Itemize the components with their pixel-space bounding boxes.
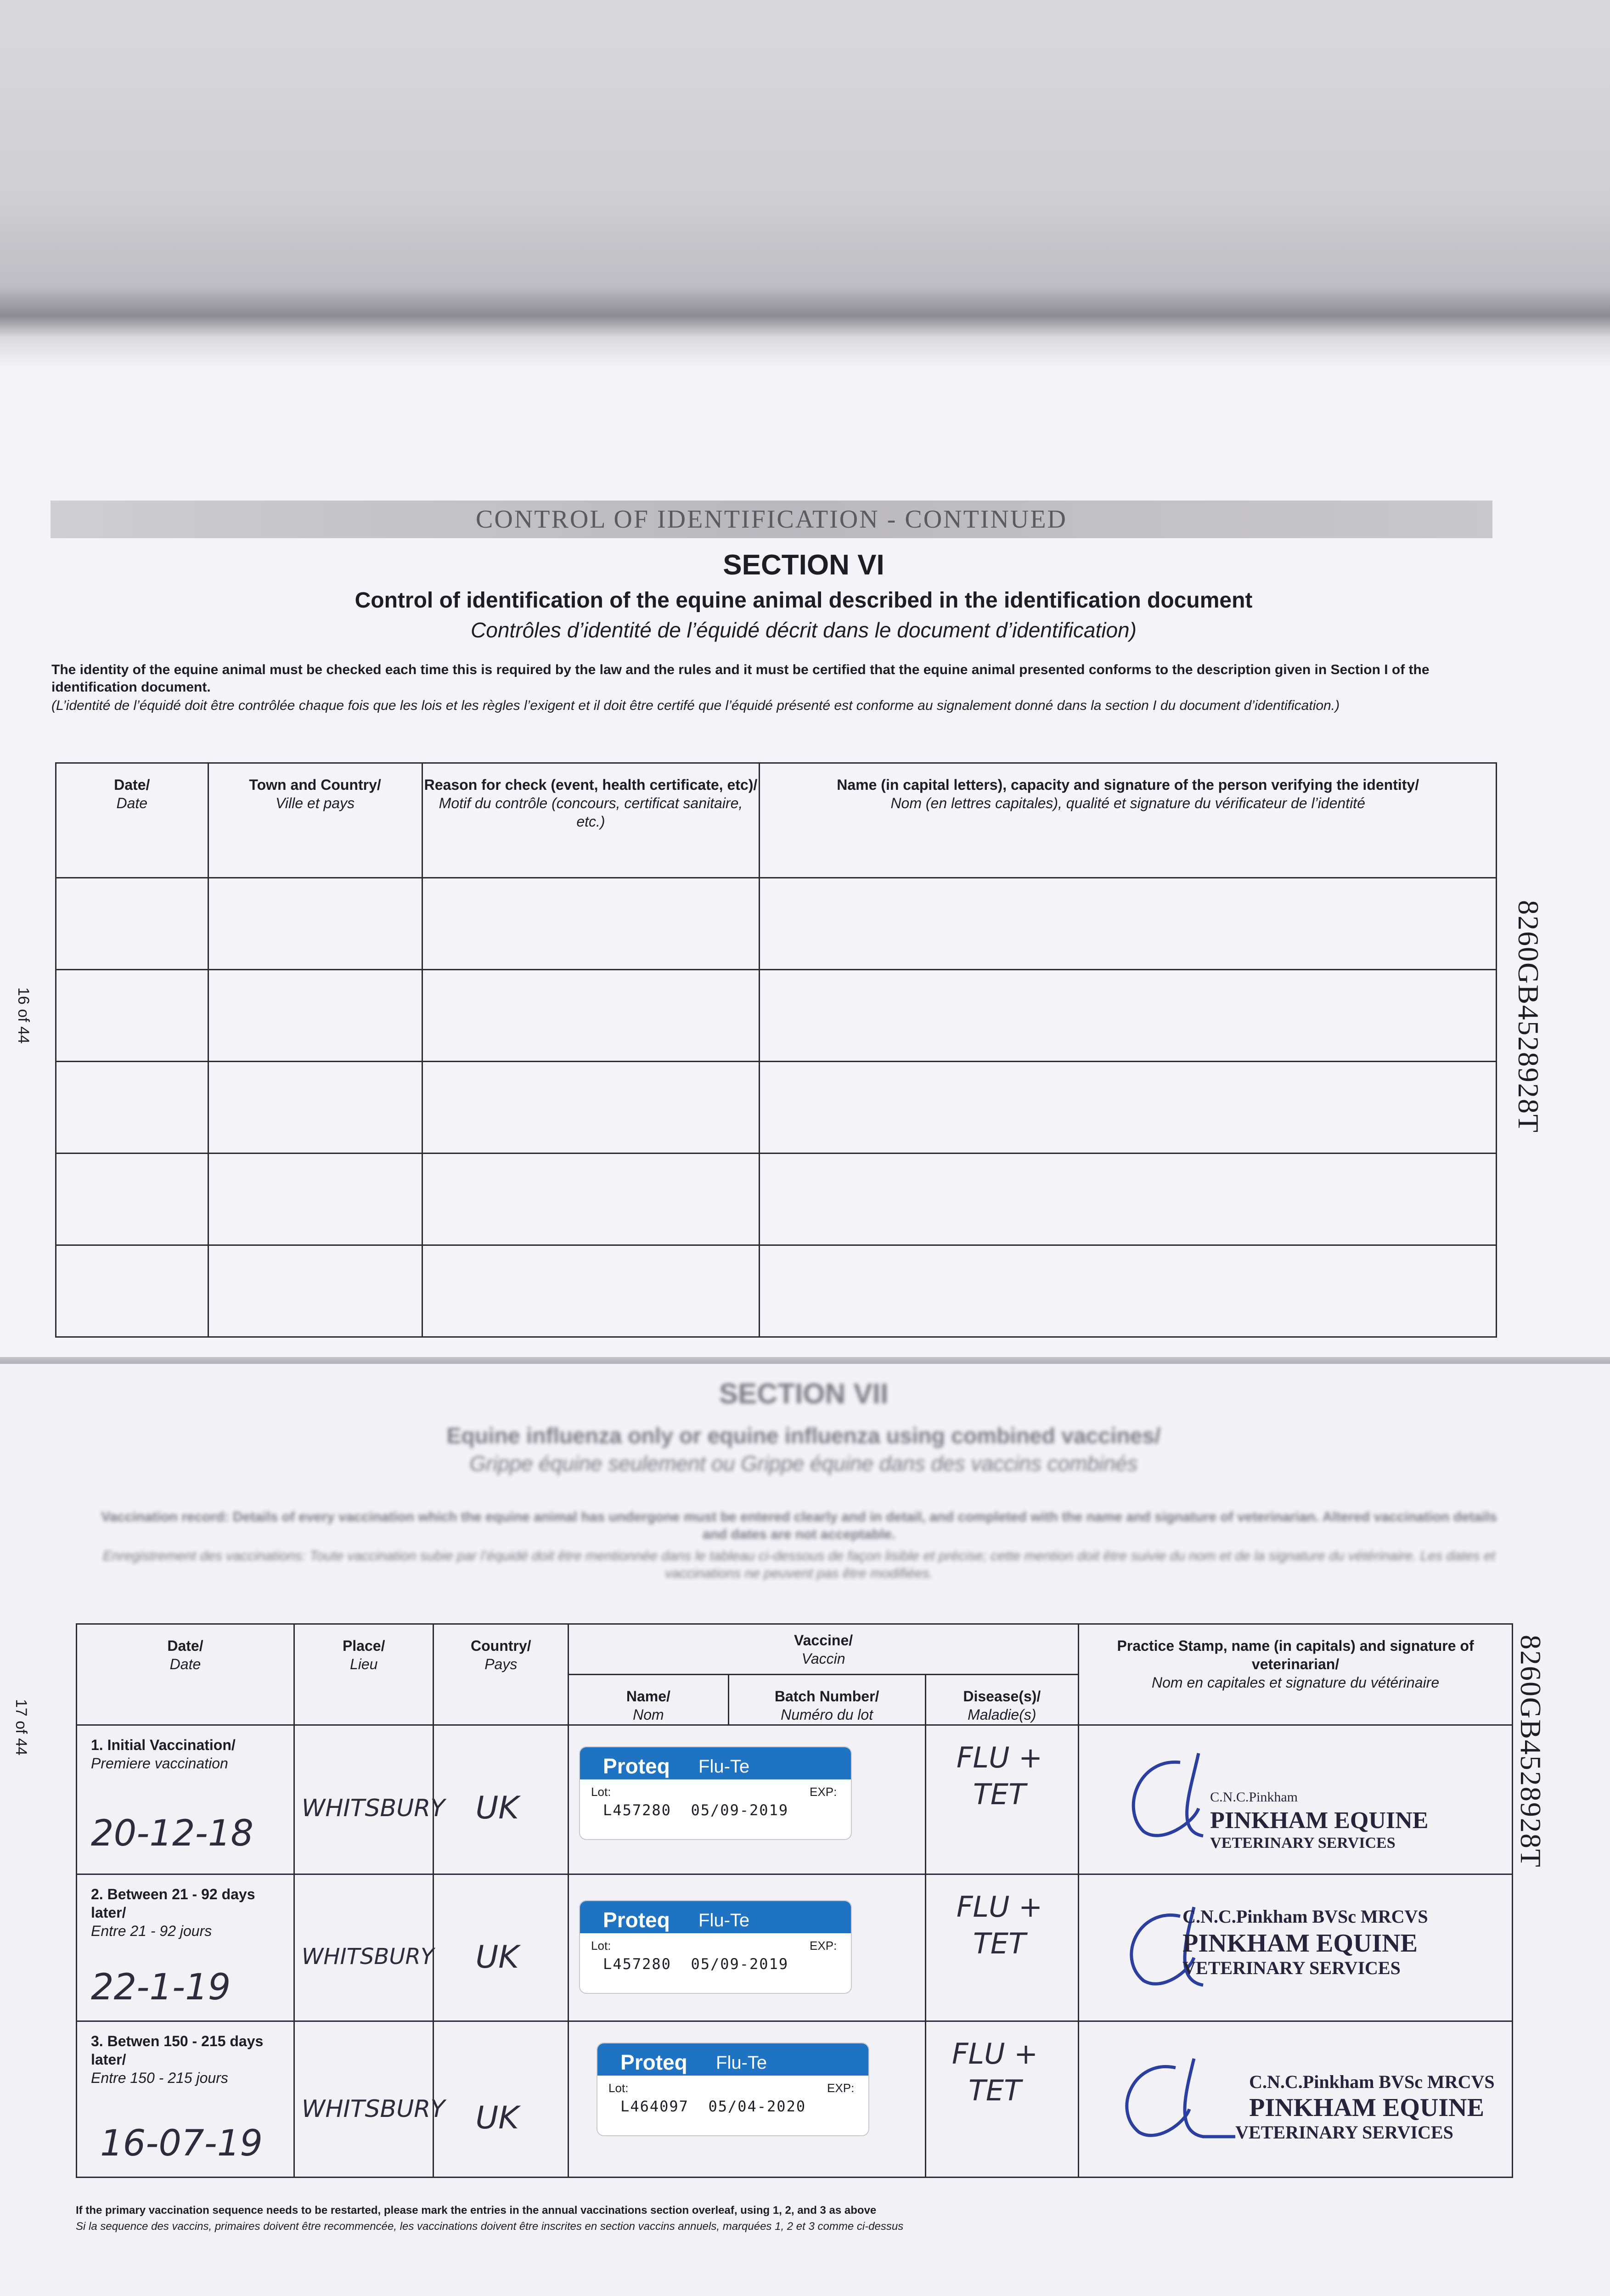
col-name-header: Name/ Nom — [569, 1675, 729, 1725]
vaccine-brand: Proteq — [603, 1908, 670, 1932]
identification-check-table — [55, 762, 1497, 1338]
stamp-services: VETERINARY SERVICES — [1182, 1958, 1401, 1978]
vaccination-row-3 — [77, 2021, 1513, 2178]
col-country-header: Country/ Pays — [433, 1624, 569, 1725]
stamp-practice: PINKHAM EQUINE — [1182, 1929, 1418, 1958]
place-handwritten: WHITSBURY — [301, 1795, 445, 1822]
stamp-services: VETERINARY SERVICES — [1235, 2122, 1453, 2143]
table-row — [56, 1062, 1497, 1154]
date-handwritten: 16-07-19 — [100, 2123, 263, 2164]
batch-number: L457280 05/09-2019 — [603, 1801, 789, 1819]
vaccine-brand: Proteq — [620, 2050, 687, 2074]
batch-number: L457280 05/09-2019 — [603, 1955, 789, 1973]
col-date-header: Date/ Date — [56, 763, 208, 878]
page-number-17: 17 of 44 — [12, 1699, 30, 1756]
place-handwritten: WHITSBURY — [301, 1944, 434, 1970]
passport-serial-top: 8260GB4528928T — [1512, 900, 1545, 1133]
section-vii-heading: Equine influenza only or equine influenza using combined vaccines/ — [446, 1424, 1161, 1448]
col-verifier-header: Name (in capital letters), capacity and signature of the person verifying the identity/ Nom (en lettres capitales), qualité et signature du vérificateur de l’identité — [760, 763, 1497, 878]
passport-cover-edge — [0, 0, 1610, 367]
stamp-practice: PINKHAM EQUINE — [1249, 2093, 1484, 2122]
section-vi-title: SECTION VI — [723, 549, 884, 581]
vaccine-product: Flu-Te — [716, 2053, 767, 2073]
section-vii-instructions-fr: Enregistrement des vaccinations: Toute vaccination subie par l’équidé doit être mentionnée dans le tableau ci-dessous de façon lisible et précise; cette mention doit être suivie du nom et de la signature du vétérinaire. Les dates et vaccinations ne peuvent pas être modifiées. — [102, 1548, 1496, 1581]
vaccine-batch-sticker: Proteq Flu-Te Lot: EXP: L457280 05/09-2019 — [579, 1746, 852, 1840]
country-handwritten: UK — [475, 1790, 519, 1826]
section-vi-instructions: The identity of the equine animal must be checked each time this is required by the law and the rules and it must be certified that the equine animal presented conforms to the description given in Section I of the identification document. — [51, 662, 1430, 695]
stamp-vet-name: C.N.C.Pinkham BVSc MRCVS — [1249, 2071, 1495, 2092]
vet-signature — [1098, 2045, 1249, 2150]
table-row — [56, 1154, 1497, 1245]
stamp-practice: PINKHAM EQUINE — [1210, 1807, 1429, 1834]
table-row — [56, 878, 1497, 970]
row-label: 2. Between 21 - 92 days later/ Entre 21 - 92 jours — [91, 1886, 255, 1939]
col-vaccine-header: Vaccine/ Vaccin — [569, 1624, 1079, 1675]
batch-number: L464097 05/04-2020 — [620, 2098, 806, 2115]
stamp-services: VETERINARY SERVICES — [1210, 1835, 1396, 1851]
disease-handwritten: FLU + TET — [956, 1741, 1043, 1811]
passport-serial-bottom: 8260GB4528928T — [1514, 1635, 1547, 1868]
col-date-header: Date/ Date — [77, 1624, 294, 1725]
section-vi-heading-fr: Contrôles d’identité de l’équidé décrit dans le document d’identification) — [471, 618, 1137, 642]
vaccine-product: Flu-Te — [698, 1910, 750, 1930]
date-handwritten: 22-1-19 — [91, 1967, 231, 2008]
row-label: 1. Initial Vaccination/ Premiere vaccination — [91, 1737, 236, 1772]
page-number-16: 16 of 44 — [15, 987, 32, 1044]
col-town-header: Town and Country/ Ville et pays — [208, 763, 422, 878]
section-vi-heading: Control of identification of the equine animal described in the identification document — [355, 588, 1253, 613]
footer-note: If the primary vaccination sequence needs to be restarted, please mark the entries in the annual vaccinations section overleaf, using 1, 2, and 3 as above — [76, 2204, 877, 2217]
stamp-vet-name: C.N.C.Pinkham — [1210, 1790, 1298, 1805]
col-stamp-header: Practice Stamp, name (in capitals) and signature of veterinarian/ Nom en capitales et signature du vétérinaire — [1079, 1624, 1513, 1725]
banner-title: CONTROL OF IDENTIFICATION - CONTINUED — [51, 501, 1492, 538]
col-disease-header: Disease(s)/ Maladie(s) — [925, 1675, 1079, 1725]
footer-note-fr: Si la sequence des vaccins, primaires doivent être recommencée, les vaccinations doivent être inscrites en section vaccins annuels, marquées 1, 2 et 3 comme ci-dessus — [76, 2220, 904, 2233]
col-batch-header: Batch Number/ Numéro du lot — [728, 1675, 925, 1725]
stamp-vet-name: C.N.C.Pinkham BVSc MRCVS — [1182, 1906, 1428, 1927]
col-reason-header: Reason for check (event, health certificate, etc)/ Motif du contrôle (concours, certificat sanitaire, etc.) — [422, 763, 760, 878]
table-row — [56, 970, 1497, 1062]
disease-handwritten: FLU + TET — [951, 2037, 1038, 2107]
disease-handwritten: FLU + TET — [956, 1890, 1043, 1960]
section-vii-heading-fr: Grippe équine seulement ou Grippe équine dans des vaccins combinés — [469, 1452, 1138, 1475]
vaccine-batch-sticker: Proteq Flu-Te Lot: EXP: L464097 05/04-2020 — [597, 2043, 869, 2136]
vaccine-product: Flu-Te — [698, 1756, 750, 1777]
row-label: 3. Betwen 150 - 215 days later/ Entre 150 - 215 jours — [91, 2033, 264, 2086]
section-vi-instructions-fr: (L’identité de l’équidé doit être contrôlée chaque fois que les lois et les règles l’exigent et il doit être certifé que l’équidé présenté est conforme au signalement donné dans la section I du document d’identification.) — [51, 698, 1340, 713]
col-place-header: Place/ Lieu — [294, 1624, 433, 1725]
place-handwritten: WHITSBURY — [301, 2095, 445, 2123]
vaccination-table — [76, 1623, 1513, 2178]
date-handwritten: 20-12-18 — [91, 1813, 254, 1854]
section-vii-instructions: Vaccination record: Details of every vaccination which the equine animal has undergone must be entered clearly and in detail, and completed with the name and signature of veterinarian. Altered vaccination details and dates are not acceptable. — [101, 1509, 1497, 1542]
section-vii-title: SECTION VII — [719, 1378, 889, 1410]
vaccination-row-1 — [77, 1725, 1513, 1874]
vaccination-row-2 — [77, 1874, 1513, 2021]
country-handwritten: UK — [475, 2100, 519, 2136]
table-row — [56, 1245, 1497, 1337]
country-handwritten: UK — [475, 1939, 519, 1975]
vaccine-batch-sticker: Proteq Flu-Te Lot: EXP: L457280 05/09-2019 — [579, 1900, 852, 1994]
vaccine-brand: Proteq — [603, 1754, 670, 1778]
